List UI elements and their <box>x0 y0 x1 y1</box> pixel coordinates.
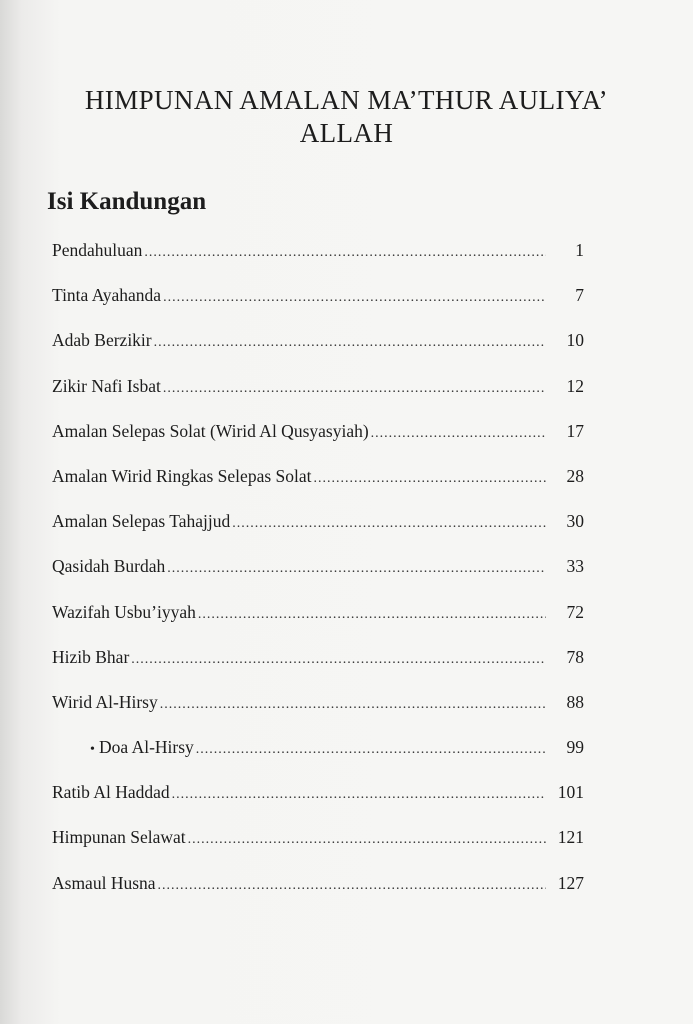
toc-entry-page: 88 <box>566 691 584 712</box>
dot-leader <box>131 652 546 668</box>
toc-entry <box>52 285 584 330</box>
toc-entry-page: 121 <box>557 827 584 848</box>
toc-entry-page: 101 <box>557 782 584 803</box>
toc-entry <box>52 873 584 918</box>
toc-entry-title: Pendahuluan <box>52 240 143 260</box>
toc-entry-title: Hizib Bhar <box>52 646 130 667</box>
toc-entry-title: Adab Berzikir <box>52 330 152 351</box>
toc-heading: Isi Kandungan <box>47 188 207 215</box>
dot-leader <box>172 787 546 803</box>
dot-leader <box>144 245 546 261</box>
dot-leader <box>154 335 546 351</box>
toc-entry-title: Doa Al-Hirsy <box>99 737 194 758</box>
toc-entry <box>52 556 584 601</box>
toc-entry-title: Amalan Selepas Solat (Wirid Al Qusyasyiah) <box>52 420 369 441</box>
toc-entry-page: 7 <box>575 285 584 306</box>
title-line-1: HIMPUNAN AMALAN MA’THUR AULIYA’ <box>84 85 609 115</box>
toc-entry <box>52 421 584 466</box>
toc-entry-title: Asmaul Husna <box>52 872 156 893</box>
toc-entry-title: Amalan Selepas Tahajjud <box>52 511 231 532</box>
toc-entry-title: Himpunan Selawat <box>52 827 186 848</box>
dot-leader <box>158 878 546 894</box>
toc-entry-page: 78 <box>566 646 584 667</box>
dot-leader <box>232 516 546 532</box>
toc-entry <box>52 466 584 511</box>
dot-leader <box>167 561 546 577</box>
toc-entry <box>52 240 584 285</box>
table-of-contents <box>52 240 584 918</box>
toc-entry-page: 33 <box>566 556 584 577</box>
toc-entry-page: 17 <box>566 420 584 441</box>
toc-entry-title: Ratib Al Haddad <box>52 782 170 803</box>
dot-leader <box>163 290 546 306</box>
toc-entry-title: Zikir Nafi Isbat <box>52 375 161 396</box>
toc-entry-title: Amalan Wirid Ringkas Selepas Solat <box>52 465 312 486</box>
toc-entry-title: Qasidah Burdah <box>52 556 166 577</box>
dot-leader <box>188 832 546 848</box>
toc-entry-page: 28 <box>566 465 584 486</box>
toc-entry-page: 127 <box>557 872 584 893</box>
toc-entry <box>52 692 584 737</box>
toc-entry <box>52 782 584 827</box>
dot-leader <box>314 471 547 487</box>
dot-leader <box>160 697 546 713</box>
toc-entry <box>52 511 584 556</box>
dot-leader <box>163 381 546 397</box>
dot-leader <box>371 426 546 442</box>
toc-entry-title: Wazifah Usbu’iyyah <box>52 601 196 622</box>
toc-entry-page: 72 <box>566 601 584 622</box>
toc-entry-page: 1 <box>575 240 584 260</box>
toc-entry-page: 12 <box>566 375 584 396</box>
toc-entry <box>52 827 584 872</box>
toc-entry-page: 99 <box>566 737 584 758</box>
toc-entry-title: Tinta Ayahanda <box>52 285 162 306</box>
dot-leader <box>196 742 546 758</box>
dot-leader <box>198 607 546 623</box>
title-line-2: ALLAH <box>299 118 394 148</box>
toc-entry-title: Wirid Al-Hirsy <box>52 691 158 712</box>
bullet-icon: • <box>90 742 95 758</box>
toc-subentry <box>52 737 584 782</box>
toc-entry <box>52 376 584 421</box>
toc-entry-page: 30 <box>566 511 584 532</box>
toc-entry <box>52 647 584 692</box>
toc-entry <box>52 602 584 647</box>
toc-entry <box>52 330 584 375</box>
toc-entry-page: 10 <box>566 330 584 351</box>
page-title <box>40 84 653 150</box>
